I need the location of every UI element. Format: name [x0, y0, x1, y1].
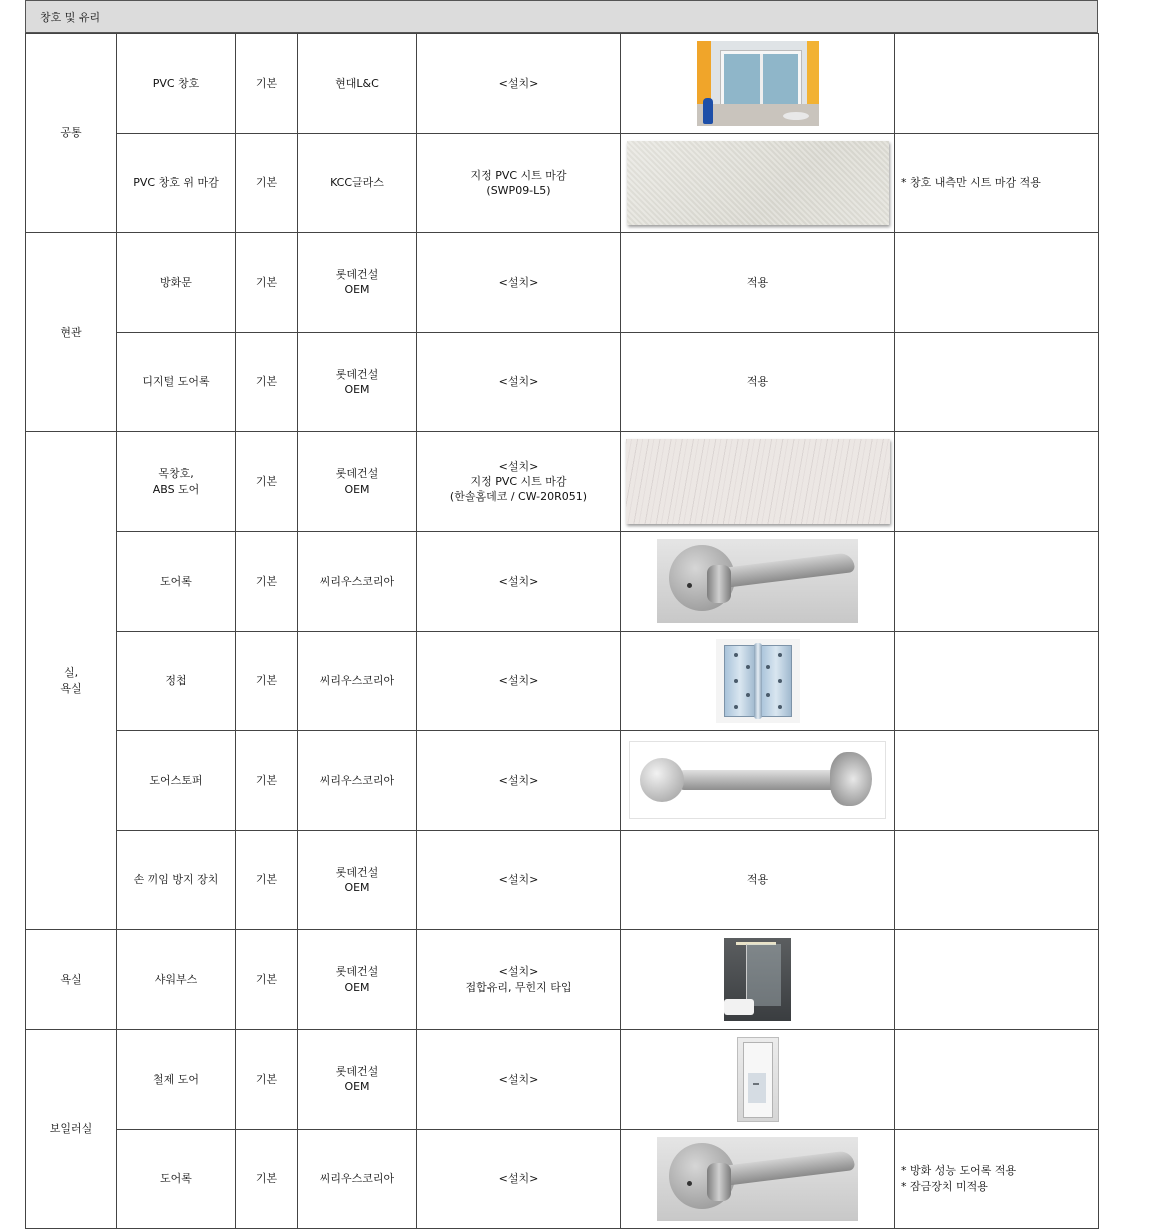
table-row [26, 233, 1099, 333]
spec-cell: <설치> 지정 PVC 시트 마감 (한솔홈데코 / CW-20R051) [417, 432, 621, 532]
maker-cell: 씨리우스코리아 [298, 631, 417, 731]
steel-door-photo [738, 1038, 778, 1121]
grade-cell: 기본 [236, 233, 298, 333]
spec-cell: <설치> [417, 731, 621, 831]
maker-cell: 씨리우스코리아 [298, 1129, 417, 1229]
section-title: 창호 및 유리 [40, 10, 101, 24]
location-cell: 현관 [26, 233, 117, 432]
note-cell [895, 34, 1099, 134]
maker-cell: 현대L&C [298, 34, 417, 134]
grade-cell: 기본 [236, 1129, 298, 1229]
spec-sheet [25, 0, 1098, 1229]
grade-cell: 기본 [236, 631, 298, 731]
grade-cell: 기본 [236, 830, 298, 930]
maker-cell: KCC글라스 [298, 133, 417, 233]
item-cell: PVC 창호 위 마감 [117, 133, 236, 233]
table-row [26, 432, 1099, 532]
maker-cell: 롯데건설 OEM [298, 432, 417, 532]
maker-cell: 씨리우스코리아 [298, 731, 417, 831]
table-row [26, 531, 1099, 631]
note-cell [895, 1029, 1099, 1129]
maker-cell: 롯데건설 OEM [298, 332, 417, 432]
item-cell: 샤워부스 [117, 930, 236, 1030]
door-lever-photo [657, 539, 858, 623]
item-cell: 도어록 [117, 1129, 236, 1229]
table-row [26, 930, 1099, 1030]
grade-cell: 기본 [236, 1029, 298, 1129]
spec-cell: <설치> [417, 830, 621, 930]
table-row [26, 133, 1099, 233]
door-lever-photo [657, 1137, 858, 1221]
spec-cell: <설치> [417, 531, 621, 631]
spec-cell: <설치> 접합유리, 무힌지 타입 [417, 930, 621, 1030]
maker-cell: 씨리우스코리아 [298, 531, 417, 631]
image-cell [621, 930, 895, 1030]
image-cell [621, 133, 895, 233]
wood-sheet-swatch [626, 439, 890, 524]
spec-cell: <설치> [417, 631, 621, 731]
grade-cell: 기본 [236, 332, 298, 432]
note-cell: * 방화 성능 도어록 적용 * 잠금장치 미적용 [895, 1129, 1099, 1229]
image-cell [621, 34, 895, 134]
grade-cell: 기본 [236, 531, 298, 631]
note-cell: * 창호 내측만 시트 마감 적용 [895, 133, 1099, 233]
location-cell: 공통 [26, 34, 117, 233]
item-cell: 도어스토퍼 [117, 731, 236, 831]
table-row [26, 631, 1099, 731]
item-cell: 방화문 [117, 233, 236, 333]
item-cell: PVC 창호 [117, 34, 236, 134]
table-row [26, 830, 1099, 930]
note-cell [895, 332, 1099, 432]
grade-cell: 기본 [236, 930, 298, 1030]
spec-cell: <설치> [417, 332, 621, 432]
shower-booth-photo [724, 938, 791, 1021]
spec-cell: 지정 PVC 시트 마감 (SWP09-L5) [417, 133, 621, 233]
item-cell: 디지털 도어록 [117, 332, 236, 432]
grade-cell: 기본 [236, 34, 298, 134]
grade-cell: 기본 [236, 133, 298, 233]
image-cell [621, 731, 895, 831]
table-row [26, 332, 1099, 432]
spec-cell: <설치> [417, 1129, 621, 1229]
spec-cell: <설치> [417, 233, 621, 333]
note-cell [895, 930, 1099, 1030]
item-cell: 철제 도어 [117, 1029, 236, 1129]
note-cell [895, 531, 1099, 631]
image-cell: 적용 [621, 233, 895, 333]
item-cell: 손 끼임 방지 장치 [117, 830, 236, 930]
item-cell: 도어록 [117, 531, 236, 631]
spec-table [25, 33, 1099, 1229]
table-row [26, 1129, 1099, 1229]
image-cell [621, 432, 895, 532]
pvc-sheet-swatch [627, 141, 889, 225]
maker-cell: 롯데건설 OEM [298, 233, 417, 333]
image-cell [621, 531, 895, 631]
image-cell: 적용 [621, 332, 895, 432]
grade-cell: 기본 [236, 432, 298, 532]
note-cell [895, 432, 1099, 532]
spec-cell: <설치> [417, 34, 621, 134]
door-stopper-photo [630, 742, 885, 818]
table-row [26, 34, 1099, 134]
image-cell [621, 1029, 895, 1129]
hinge-photo [716, 639, 800, 723]
note-cell [895, 233, 1099, 333]
table-row [26, 1029, 1099, 1129]
image-cell [621, 631, 895, 731]
note-cell [895, 830, 1099, 930]
maker-cell: 롯데건설 OEM [298, 930, 417, 1030]
item-cell: 정첩 [117, 631, 236, 731]
maker-cell: 롯데건설 OEM [298, 1029, 417, 1129]
location-cell: 실, 욕실 [26, 432, 117, 930]
maker-cell: 롯데건설 OEM [298, 830, 417, 930]
table-row [26, 731, 1099, 831]
note-cell [895, 731, 1099, 831]
spec-cell: <설치> [417, 1029, 621, 1129]
image-cell [621, 1129, 895, 1229]
location-cell: 욕실 [26, 930, 117, 1030]
window-photo [697, 41, 819, 126]
note-cell [895, 631, 1099, 731]
section-header [25, 0, 1098, 33]
image-cell: 적용 [621, 830, 895, 930]
item-cell: 목창호, ABS 도어 [117, 432, 236, 532]
location-cell: 보일러실 [26, 1029, 117, 1228]
grade-cell: 기본 [236, 731, 298, 831]
